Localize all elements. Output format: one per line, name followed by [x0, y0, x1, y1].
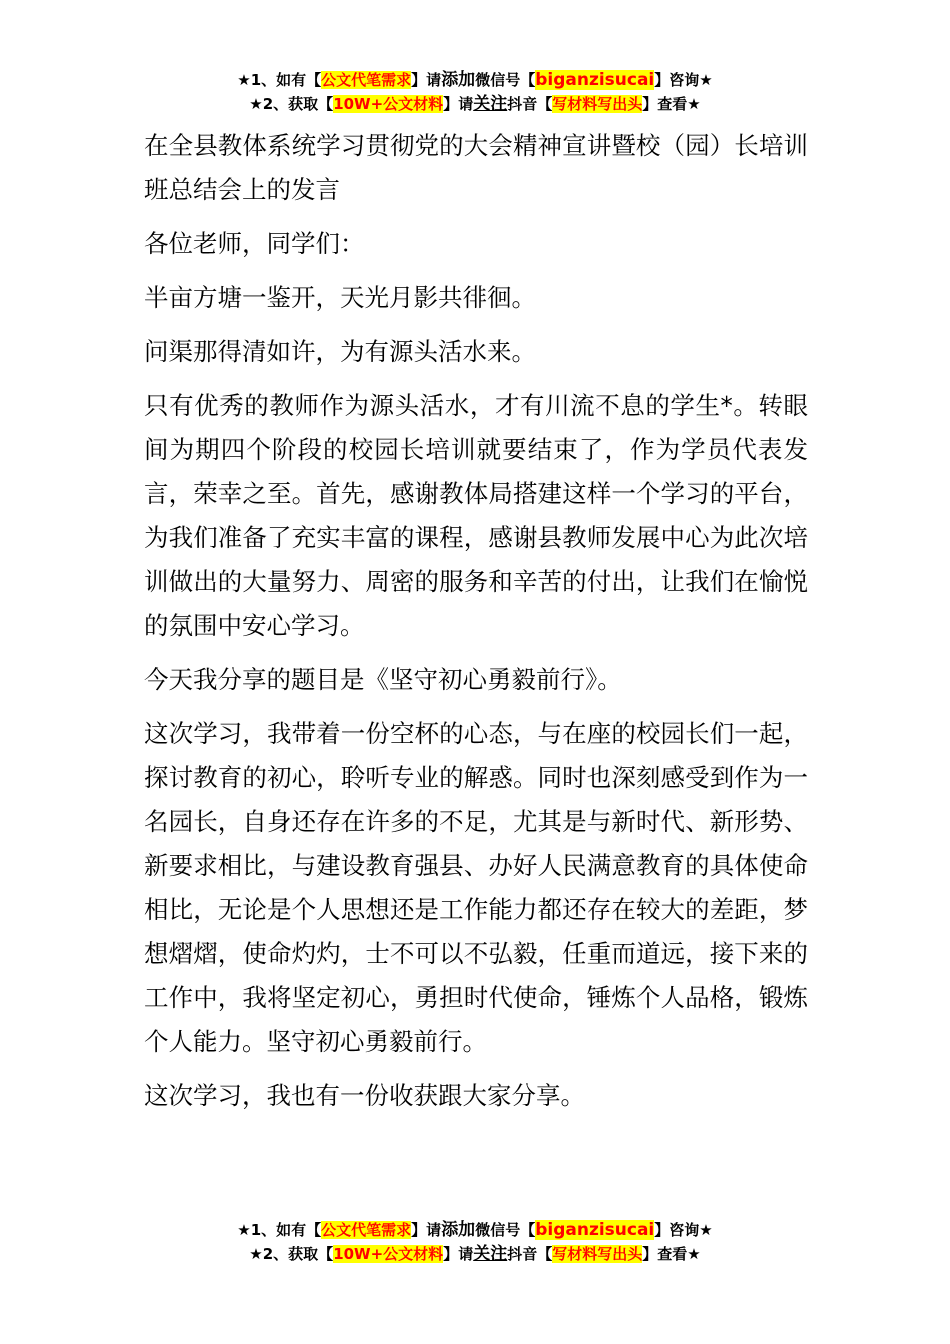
promo-line-1: ★1、如有【公文代笔需求】请添加微信号【biganzisucai】咨询★ [237, 70, 713, 90]
paragraph: 今天我分享的题目是《坚守初心勇毅前行》。 [144, 665, 622, 694]
promo-highlight: 10W+公文材料 [333, 95, 444, 113]
promo-highlight: 公文代笔需求 [321, 71, 412, 89]
paragraph: 问渠那得清如许，为有源头活水来。 [144, 337, 536, 366]
paragraph: 只有优秀的教师作为源头活水，才有川流不息的学生*。转眼间为期四个阶段的校园长培训就要结束了，作为学员代表发言，荣幸之至。首先，感谢教体局搭建这样一个学习的平台，为我们准备了充实丰富的课程，感谢县教师发展中心为此次培训做出的大量努力、周密的服务和辛苦的付出，让我们在愉悦的氛围中安心学习。 [144, 391, 808, 640]
document-title: 在全县教体系统学习贯彻党的大会精神宣讲暨校（园）长培训班总结会上的发言 [144, 131, 808, 204]
douyin-account: 写材料写出头 [552, 1245, 643, 1263]
paragraph: 这次学习，我带着一份空杯的心态，与在座的校园长们一起，探讨教育的初心，聆听专业的解惑。同时也深刻感受到作为一名园长，自身还存在许多的不足，尤其是与新时代、新形势、新要求相比，与建设教育强县、办好人民满意教育的具体使命相比，无论是个人思想还是工作能力都还存在较大的差距，梦想熠熠，使命灼灼，士不可以不弘毅，任重而道远，接下来的工作中，我将坚定初心，勇担时代使命，锤炼个人品格，锻炼个人能力。坚守初心勇毅前行。 [144, 719, 808, 1056]
wechat-id: biganzisucai [535, 70, 655, 90]
bottom-promo-banner [0, 1218, 950, 1266]
paragraph: 这次学习，我也有一份收获跟大家分享。 [144, 1081, 585, 1110]
promo-highlight: 10W+公文材料 [333, 1245, 444, 1263]
document-body [144, 124, 808, 1128]
top-promo-banner [0, 68, 950, 116]
promo-line-1: ★1、如有【公文代笔需求】请添加微信号【biganzisucai】咨询★ [237, 1220, 713, 1240]
paragraph: 各位老师，同学们： [144, 229, 365, 258]
douyin-account: 写材料写出头 [552, 95, 643, 113]
promo-line-2: ★2、获取【10W+公文材料】请关注抖音【写材料写出头】查看★ [249, 1244, 701, 1264]
promo-highlight: 公文代笔需求 [321, 1221, 412, 1239]
paragraph: 半亩方塘一鉴开，天光月影共徘徊。 [144, 283, 536, 312]
wechat-id: biganzisucai [535, 1220, 655, 1240]
promo-line-2: ★2、获取【10W+公文材料】请关注抖音【写材料写出头】查看★ [249, 94, 701, 114]
